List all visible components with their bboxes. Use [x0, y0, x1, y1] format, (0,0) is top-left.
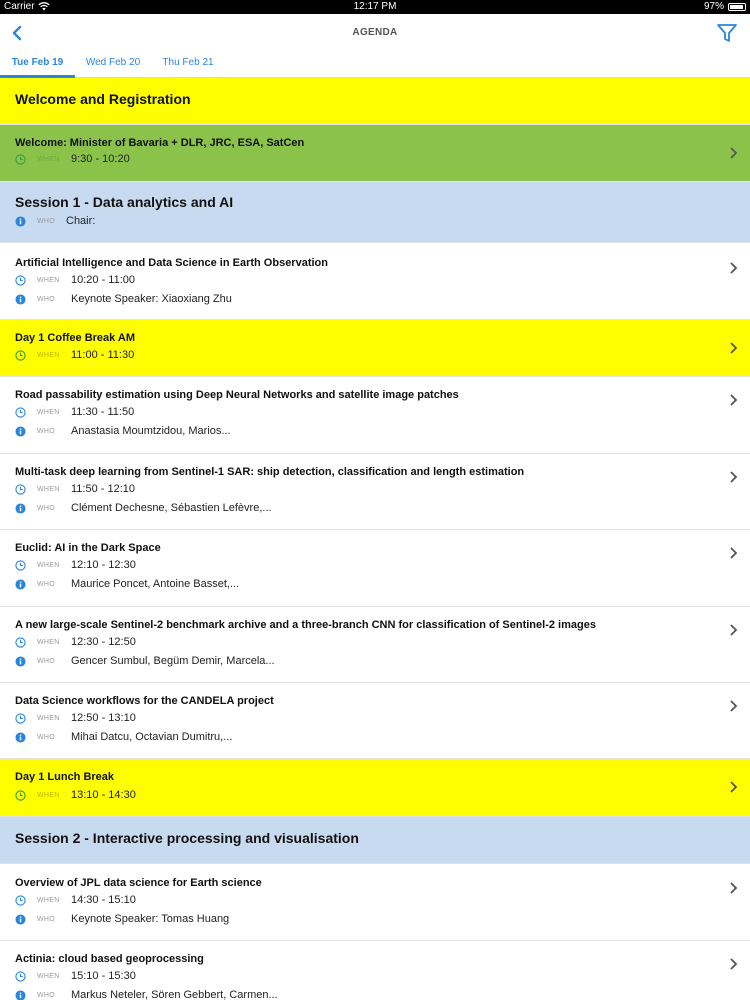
- when-label: WHEN: [37, 639, 60, 646]
- when-value: 15:10 - 15:30: [71, 970, 136, 982]
- navigation-bar: [0, 14, 750, 52]
- who-label: WHO: [37, 992, 56, 999]
- tab-thu-feb-21[interactable]: Thu Feb 21: [162, 57, 214, 68]
- session-title: Session 1 - Data analytics and AI: [15, 194, 234, 210]
- who-value: Keynote Speaker: Tomas Huang: [71, 913, 230, 925]
- agenda-item[interactable]: [0, 683, 750, 759]
- clock-icon: [15, 790, 26, 801]
- clock-icon: [15, 350, 26, 361]
- item-title: Overview of JPL data science for Earth science: [15, 877, 262, 889]
- clock: 12:17 PM: [353, 1, 397, 12]
- who-label: WHO: [37, 218, 56, 225]
- item-title: Data Science workflows for the CANDELA project: [15, 695, 274, 707]
- when-label: WHEN: [37, 792, 60, 799]
- info-icon: [15, 294, 26, 305]
- info-icon: [15, 503, 26, 514]
- who-label: WHO: [37, 658, 56, 665]
- who-label: WHO: [37, 296, 56, 303]
- chevron-right-icon: [728, 470, 738, 484]
- item-title: A new large-scale Sentinel-2 benchmark archive and a three-branch CNN for classification of Sentinel-2 images: [15, 619, 596, 631]
- tab-tue-feb-19[interactable]: Tue Feb 19: [0, 52, 75, 78]
- agenda-item[interactable]: [0, 941, 750, 1000]
- clock-icon: [15, 637, 26, 648]
- info-icon: [15, 914, 26, 925]
- when-label: WHEN: [37, 897, 60, 904]
- chevron-right-icon: [728, 623, 738, 637]
- filter-icon[interactable]: [716, 22, 738, 44]
- info-icon: [15, 579, 26, 590]
- who-label: WHO: [37, 734, 56, 741]
- who-label: WHO: [37, 916, 56, 923]
- agenda-list: [0, 78, 750, 1000]
- item-title: Day 1 Lunch Break: [15, 771, 115, 783]
- when-label: WHEN: [37, 973, 60, 980]
- item-title: Day 1 Coffee Break AM: [15, 332, 136, 344]
- status-bar: [0, 0, 750, 14]
- chevron-right-icon: [728, 780, 738, 794]
- who-value: Clément Dechesne, Sébastien Lefèvre,...: [71, 502, 272, 514]
- when-value: 9:30 - 10:20: [71, 153, 130, 165]
- item-title: Multi-task deep learning from Sentinel-1 SAR: ship detection, classification and length estimation: [15, 466, 525, 478]
- session-header: [0, 817, 750, 864]
- who-value: Anastasia Moumtzidou, Marios...: [71, 425, 231, 437]
- battery-percent: 97%: [703, 1, 724, 12]
- agenda-item[interactable]: [0, 243, 750, 320]
- clock-icon: [15, 484, 26, 495]
- when-label: WHEN: [37, 715, 60, 722]
- when-label: WHEN: [37, 562, 60, 569]
- agenda-item[interactable]: [0, 454, 750, 530]
- item-title: Road passability estimation using Deep Neural Networks and satellite image patches: [15, 389, 459, 401]
- when-value: 12:10 - 12:30: [71, 559, 136, 571]
- agenda-item[interactable]: [0, 864, 750, 941]
- who-value: Mihai Datcu, Octavian Dumitru,...: [71, 731, 233, 743]
- info-icon: [15, 732, 26, 743]
- who-value: Chair:: [66, 215, 96, 227]
- who-value: Markus Neteler, Sören Gebbert, Carmen...: [71, 989, 278, 1000]
- clock-icon: [15, 154, 26, 165]
- agenda-item[interactable]: [0, 320, 750, 377]
- agenda-item[interactable]: [0, 607, 750, 683]
- who-value: Gencer Sumbul, Begüm Demir, Marcela...: [71, 655, 275, 667]
- clock-icon: [15, 407, 26, 418]
- carrier-label: Carrier: [4, 1, 35, 12]
- session-header: [0, 182, 750, 243]
- when-value: 11:00 - 11:30: [71, 349, 135, 361]
- when-value: 11:30 - 11:50: [71, 406, 135, 418]
- page-title: AGENDA: [352, 27, 398, 38]
- when-value: 12:50 - 13:10: [71, 712, 136, 724]
- chevron-right-icon: [728, 261, 738, 275]
- chevron-right-icon: [728, 341, 738, 355]
- agenda-item[interactable]: [0, 759, 750, 817]
- who-value: Keynote Speaker: Xiaoxiang Zhu: [71, 293, 232, 305]
- chevron-right-icon: [728, 393, 738, 407]
- when-value: 10:20 - 11:00: [71, 274, 136, 286]
- when-label: WHEN: [37, 409, 60, 416]
- chevron-right-icon: [728, 146, 738, 160]
- info-icon: [15, 990, 26, 1000]
- when-label: WHEN: [37, 352, 60, 359]
- when-value: 14:30 - 15:10: [71, 894, 136, 906]
- item-title: Welcome: Minister of Bavaria + DLR, JRC, ESA, SatCen: [15, 137, 305, 149]
- when-label: WHEN: [37, 277, 60, 284]
- who-value: Maurice Poncet, Antoine Basset,...: [71, 578, 240, 590]
- chevron-right-icon: [728, 699, 738, 713]
- agenda-item[interactable]: [0, 530, 750, 607]
- chevron-right-icon: [728, 957, 738, 971]
- info-icon: [15, 216, 26, 227]
- when-value: 13:10 - 14:30: [71, 789, 136, 801]
- agenda-item[interactable]: [0, 377, 750, 454]
- section-header: [0, 78, 750, 125]
- section-title: Welcome and Registration: [15, 91, 191, 107]
- agenda-item[interactable]: [0, 125, 750, 182]
- who-label: WHO: [37, 581, 56, 588]
- when-label: WHEN: [37, 486, 60, 493]
- clock-icon: [15, 971, 26, 982]
- when-value: 11:50 - 12:10: [71, 483, 136, 495]
- chevron-right-icon: [728, 881, 738, 895]
- info-icon: [15, 426, 26, 437]
- who-label: WHO: [37, 505, 56, 512]
- item-title: Artificial Intelligence and Data Science in Earth Observation: [15, 257, 328, 269]
- when-label: WHEN: [37, 156, 60, 163]
- who-label: WHO: [37, 428, 56, 435]
- session-title: Session 2 - Interactive processing and visualisation: [15, 830, 359, 846]
- clock-icon: [15, 713, 26, 724]
- info-icon: [15, 656, 26, 667]
- clock-icon: [15, 275, 26, 286]
- item-title: Euclid: AI in the Dark Space: [15, 542, 161, 554]
- clock-icon: [15, 895, 26, 906]
- date-tabs: [0, 52, 750, 78]
- item-title: Actinia: cloud based geoprocessing: [15, 953, 204, 965]
- tab-wed-feb-20[interactable]: Wed Feb 20: [85, 57, 141, 68]
- battery-icon: [728, 3, 746, 11]
- when-value: 12:30 - 12:50: [71, 636, 136, 648]
- chevron-right-icon: [728, 546, 738, 560]
- clock-icon: [15, 560, 26, 571]
